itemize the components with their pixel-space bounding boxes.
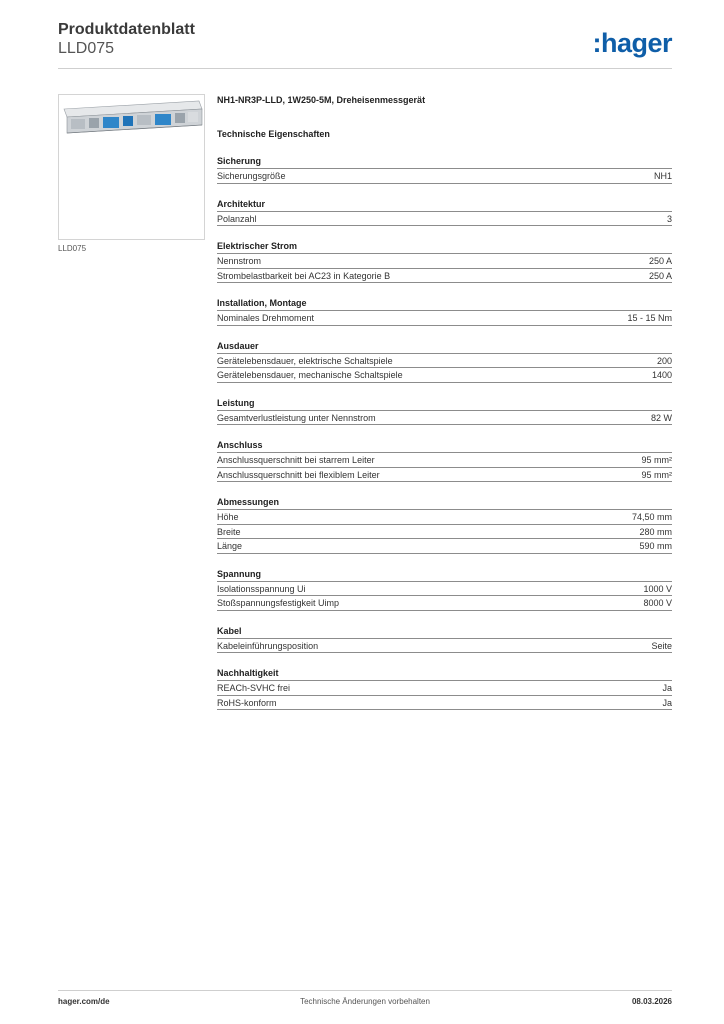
header-divider <box>58 68 672 69</box>
product-illustration <box>59 95 204 239</box>
spec-group-title: Nachhaltigkeit <box>217 668 672 681</box>
spec-row <box>217 582 672 597</box>
spec-value: 95 mm² <box>641 469 672 480</box>
spec-value: 200 <box>656 355 672 366</box>
spec-label: Isolationsspannung Ui <box>217 583 306 594</box>
spec-row <box>217 453 672 468</box>
spec-group <box>217 626 672 654</box>
spec-group <box>217 569 672 611</box>
spec-group-title: Architektur <box>217 199 672 212</box>
spec-value: Ja <box>662 697 672 708</box>
spec-group <box>217 156 672 184</box>
spec-value: NH1 <box>653 171 672 181</box>
spec-value: Ja <box>662 683 672 693</box>
spec-label: Strombelastbarkeit bei AC23 in Kategorie B <box>217 270 391 281</box>
spec-label: Breite <box>217 526 241 537</box>
document-title: Produktdatenblatt <box>58 21 195 38</box>
spec-value: 280 mm <box>639 526 672 537</box>
spec-value: Seite <box>651 640 672 651</box>
spec-value: 250 A <box>648 256 672 266</box>
spec-label: RoHS-konform <box>217 697 277 708</box>
document-subtitle: LLD075 <box>58 40 115 57</box>
spec-row <box>217 311 672 326</box>
spec-content <box>217 95 672 710</box>
spec-row <box>217 696 672 711</box>
spec-label: Gerätelebensdauer, mechanische Schaltspiele <box>217 370 403 380</box>
spec-group <box>217 668 672 710</box>
spec-group-title: Elektrischer Strom <box>217 241 672 254</box>
spec-row <box>217 169 672 184</box>
spec-row <box>217 354 672 369</box>
section-heading: Technische Eigenschaften <box>217 129 330 139</box>
page-header <box>58 20 672 58</box>
spec-group-title: Abmessungen <box>217 497 672 510</box>
spec-row <box>217 525 672 540</box>
spec-value: 82 W <box>650 412 672 423</box>
spec-value: 1000 V <box>643 583 672 594</box>
spec-label: Sicherungsgröße <box>217 171 286 181</box>
spec-label: Stoßspannungsfestigkeit Uimp <box>217 598 340 608</box>
spec-row <box>217 639 672 654</box>
spec-row <box>217 539 672 554</box>
spec-label: Kabeleinführungsposition <box>217 640 319 651</box>
spec-group <box>217 298 672 326</box>
spec-row <box>217 411 672 426</box>
spec-value: 74,50 mm <box>631 512 672 522</box>
image-caption: LLD075 <box>58 244 87 253</box>
spec-value: 590 mm <box>639 541 672 551</box>
spec-group <box>217 497 672 554</box>
spec-value: 95 mm² <box>641 455 672 465</box>
footer-divider <box>58 990 672 991</box>
spec-label: Gerätelebensdauer, elektrische Schaltspiele <box>217 355 393 366</box>
spec-value: 250 A <box>648 270 672 281</box>
spec-label: Länge <box>217 541 243 551</box>
footer-notice: Technische Änderungen vorbehalten <box>300 997 430 1006</box>
footer-website: hager.com/de <box>58 997 110 1006</box>
spec-group-title: Spannung <box>217 569 672 582</box>
spec-label: Polanzahl <box>217 213 257 224</box>
product-name: NH1-NR3P-LLD, 1W250-5M, Dreheisenmessgerät <box>217 95 426 105</box>
spec-row <box>217 468 672 483</box>
spec-label: Höhe <box>217 512 239 522</box>
spec-value: 15 - 15 Nm <box>627 313 672 323</box>
spec-row <box>217 212 672 227</box>
spec-value: 3 <box>666 213 672 224</box>
spec-row <box>217 596 672 611</box>
spec-group <box>217 398 672 426</box>
spec-group-title: Sicherung <box>217 156 672 169</box>
spec-group-title: Anschluss <box>217 440 672 453</box>
spec-value: 1400 <box>651 370 672 380</box>
hager-logo: :hager <box>592 28 672 58</box>
spec-label: Anschlussquerschnitt bei starrem Leiter <box>217 455 375 465</box>
spec-group <box>217 440 672 482</box>
spec-group <box>217 341 672 383</box>
spec-value: 8000 V <box>643 598 672 608</box>
spec-row <box>217 510 672 525</box>
spec-group-title: Kabel <box>217 626 672 639</box>
spec-group-title: Installation, Montage <box>217 298 672 311</box>
footer-date: 08.03.2026 <box>631 997 672 1006</box>
spec-group-title: Ausdauer <box>217 341 672 354</box>
spec-group <box>217 241 672 283</box>
spec-groups <box>217 156 672 710</box>
spec-label: Gesamtverlustleistung unter Nennstrom <box>217 412 376 423</box>
spec-label: REACh-SVHC frei <box>217 683 291 693</box>
spec-row <box>217 254 672 269</box>
spec-row <box>217 681 672 696</box>
spec-label: Anschlussquerschnitt bei flexiblem Leiter <box>217 469 380 480</box>
spec-label: Nennstrom <box>217 256 262 266</box>
spec-group-title: Leistung <box>217 398 672 411</box>
product-image <box>58 94 205 240</box>
spec-row <box>217 269 672 284</box>
spec-group <box>217 199 672 227</box>
spec-label: Nominales Drehmoment <box>217 313 315 323</box>
spec-row <box>217 368 672 383</box>
